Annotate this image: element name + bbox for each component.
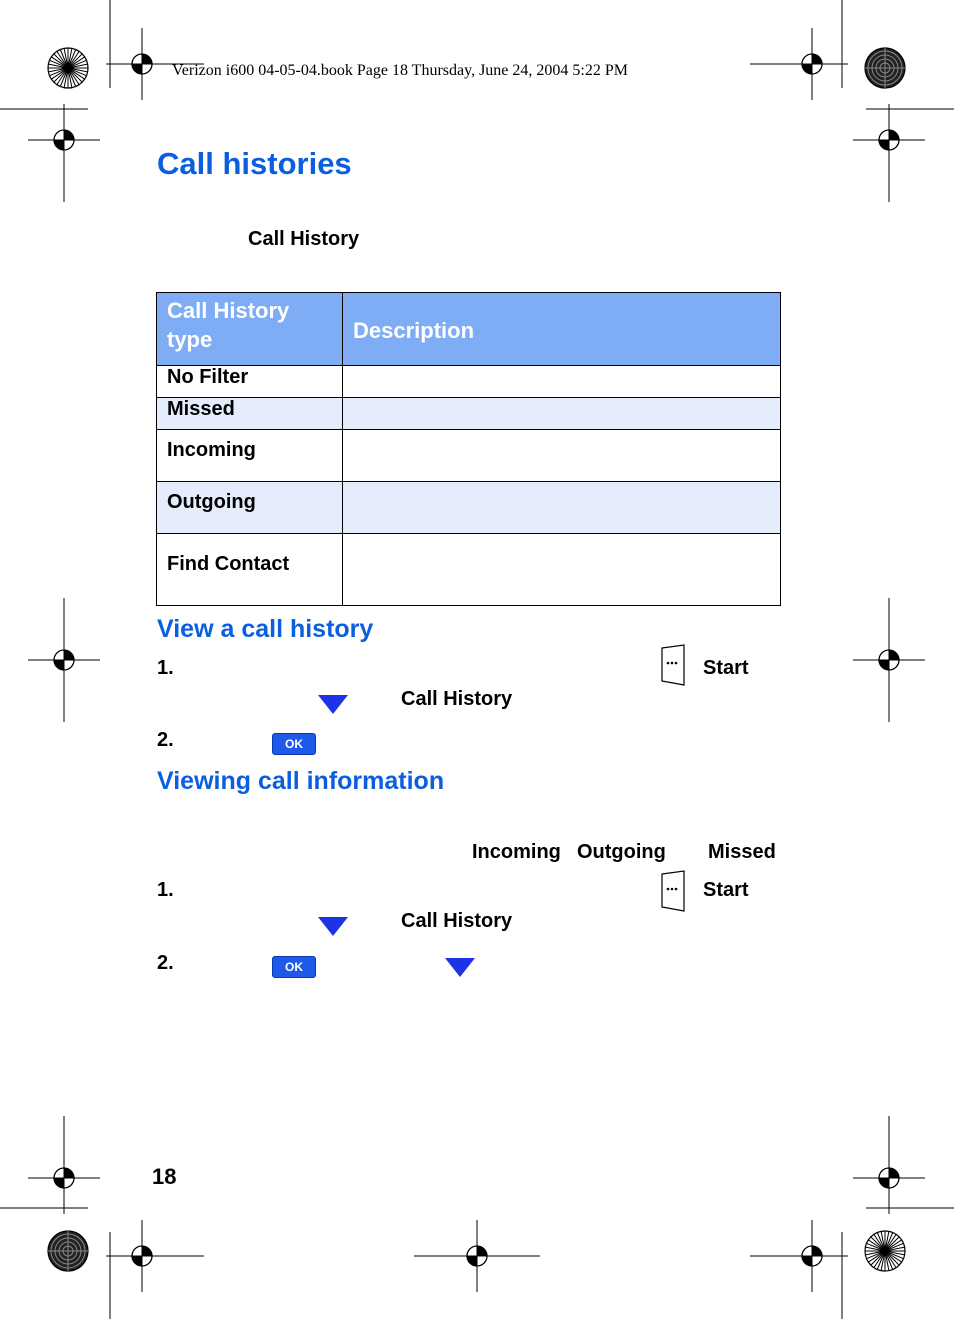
- call-history-label: Call History: [401, 688, 513, 710]
- table-cell-type: Missed: [157, 398, 343, 430]
- section-heading-view-call-history: View a call history: [157, 615, 374, 643]
- book-slug-line: Verizon i600 04-05-04.book Page 18 Thursday, June 24, 2004 5:22 PM: [172, 62, 628, 79]
- nav-down-arrow-icon: [318, 917, 348, 937]
- table-cell-description: [343, 430, 781, 482]
- term-outgoing: Outgoing: [577, 841, 666, 863]
- table-cell-description: [343, 534, 781, 606]
- table-row: [157, 534, 781, 606]
- step-number: 1.: [157, 657, 174, 679]
- ok-key-icon: OK: [272, 956, 316, 978]
- table-header-description: Description: [343, 293, 781, 366]
- step-number: 1.: [157, 879, 174, 901]
- page-title: Call histories: [157, 146, 352, 181]
- table-cell-description: [343, 366, 781, 398]
- start-label: Start: [703, 879, 749, 901]
- term-missed: Missed: [708, 841, 776, 863]
- intro-call-history-term: Call History: [248, 228, 360, 250]
- table-cell-type: Incoming: [157, 430, 343, 482]
- ok-key-icon: OK: [272, 733, 316, 755]
- table-cell-description: [343, 398, 781, 430]
- table-header-row: [157, 293, 781, 366]
- step-number: 2.: [157, 952, 174, 974]
- step-number: 2.: [157, 729, 174, 751]
- table-cell-type: Outgoing: [157, 482, 343, 534]
- call-history-label: Call History: [401, 910, 513, 932]
- call-history-types-table: [156, 292, 781, 606]
- table-row: [157, 430, 781, 482]
- table-row: [157, 398, 781, 430]
- table-row: [157, 366, 781, 398]
- table-row: [157, 482, 781, 534]
- section-heading-viewing-call-information: Viewing call information: [157, 767, 445, 795]
- term-incoming: Incoming: [472, 841, 561, 863]
- table-cell-type: No Filter: [157, 366, 343, 398]
- page-number: 18: [152, 1164, 177, 1189]
- start-softkey-icon: [660, 644, 686, 686]
- nav-down-arrow-icon: [318, 695, 348, 715]
- table-cell-type: Find Contact: [157, 534, 343, 606]
- nav-down-arrow-icon: [445, 958, 475, 978]
- table-header-type: Call History type: [157, 293, 343, 366]
- table-cell-description: [343, 482, 781, 534]
- start-softkey-icon: [660, 870, 686, 912]
- start-label: Start: [703, 657, 749, 679]
